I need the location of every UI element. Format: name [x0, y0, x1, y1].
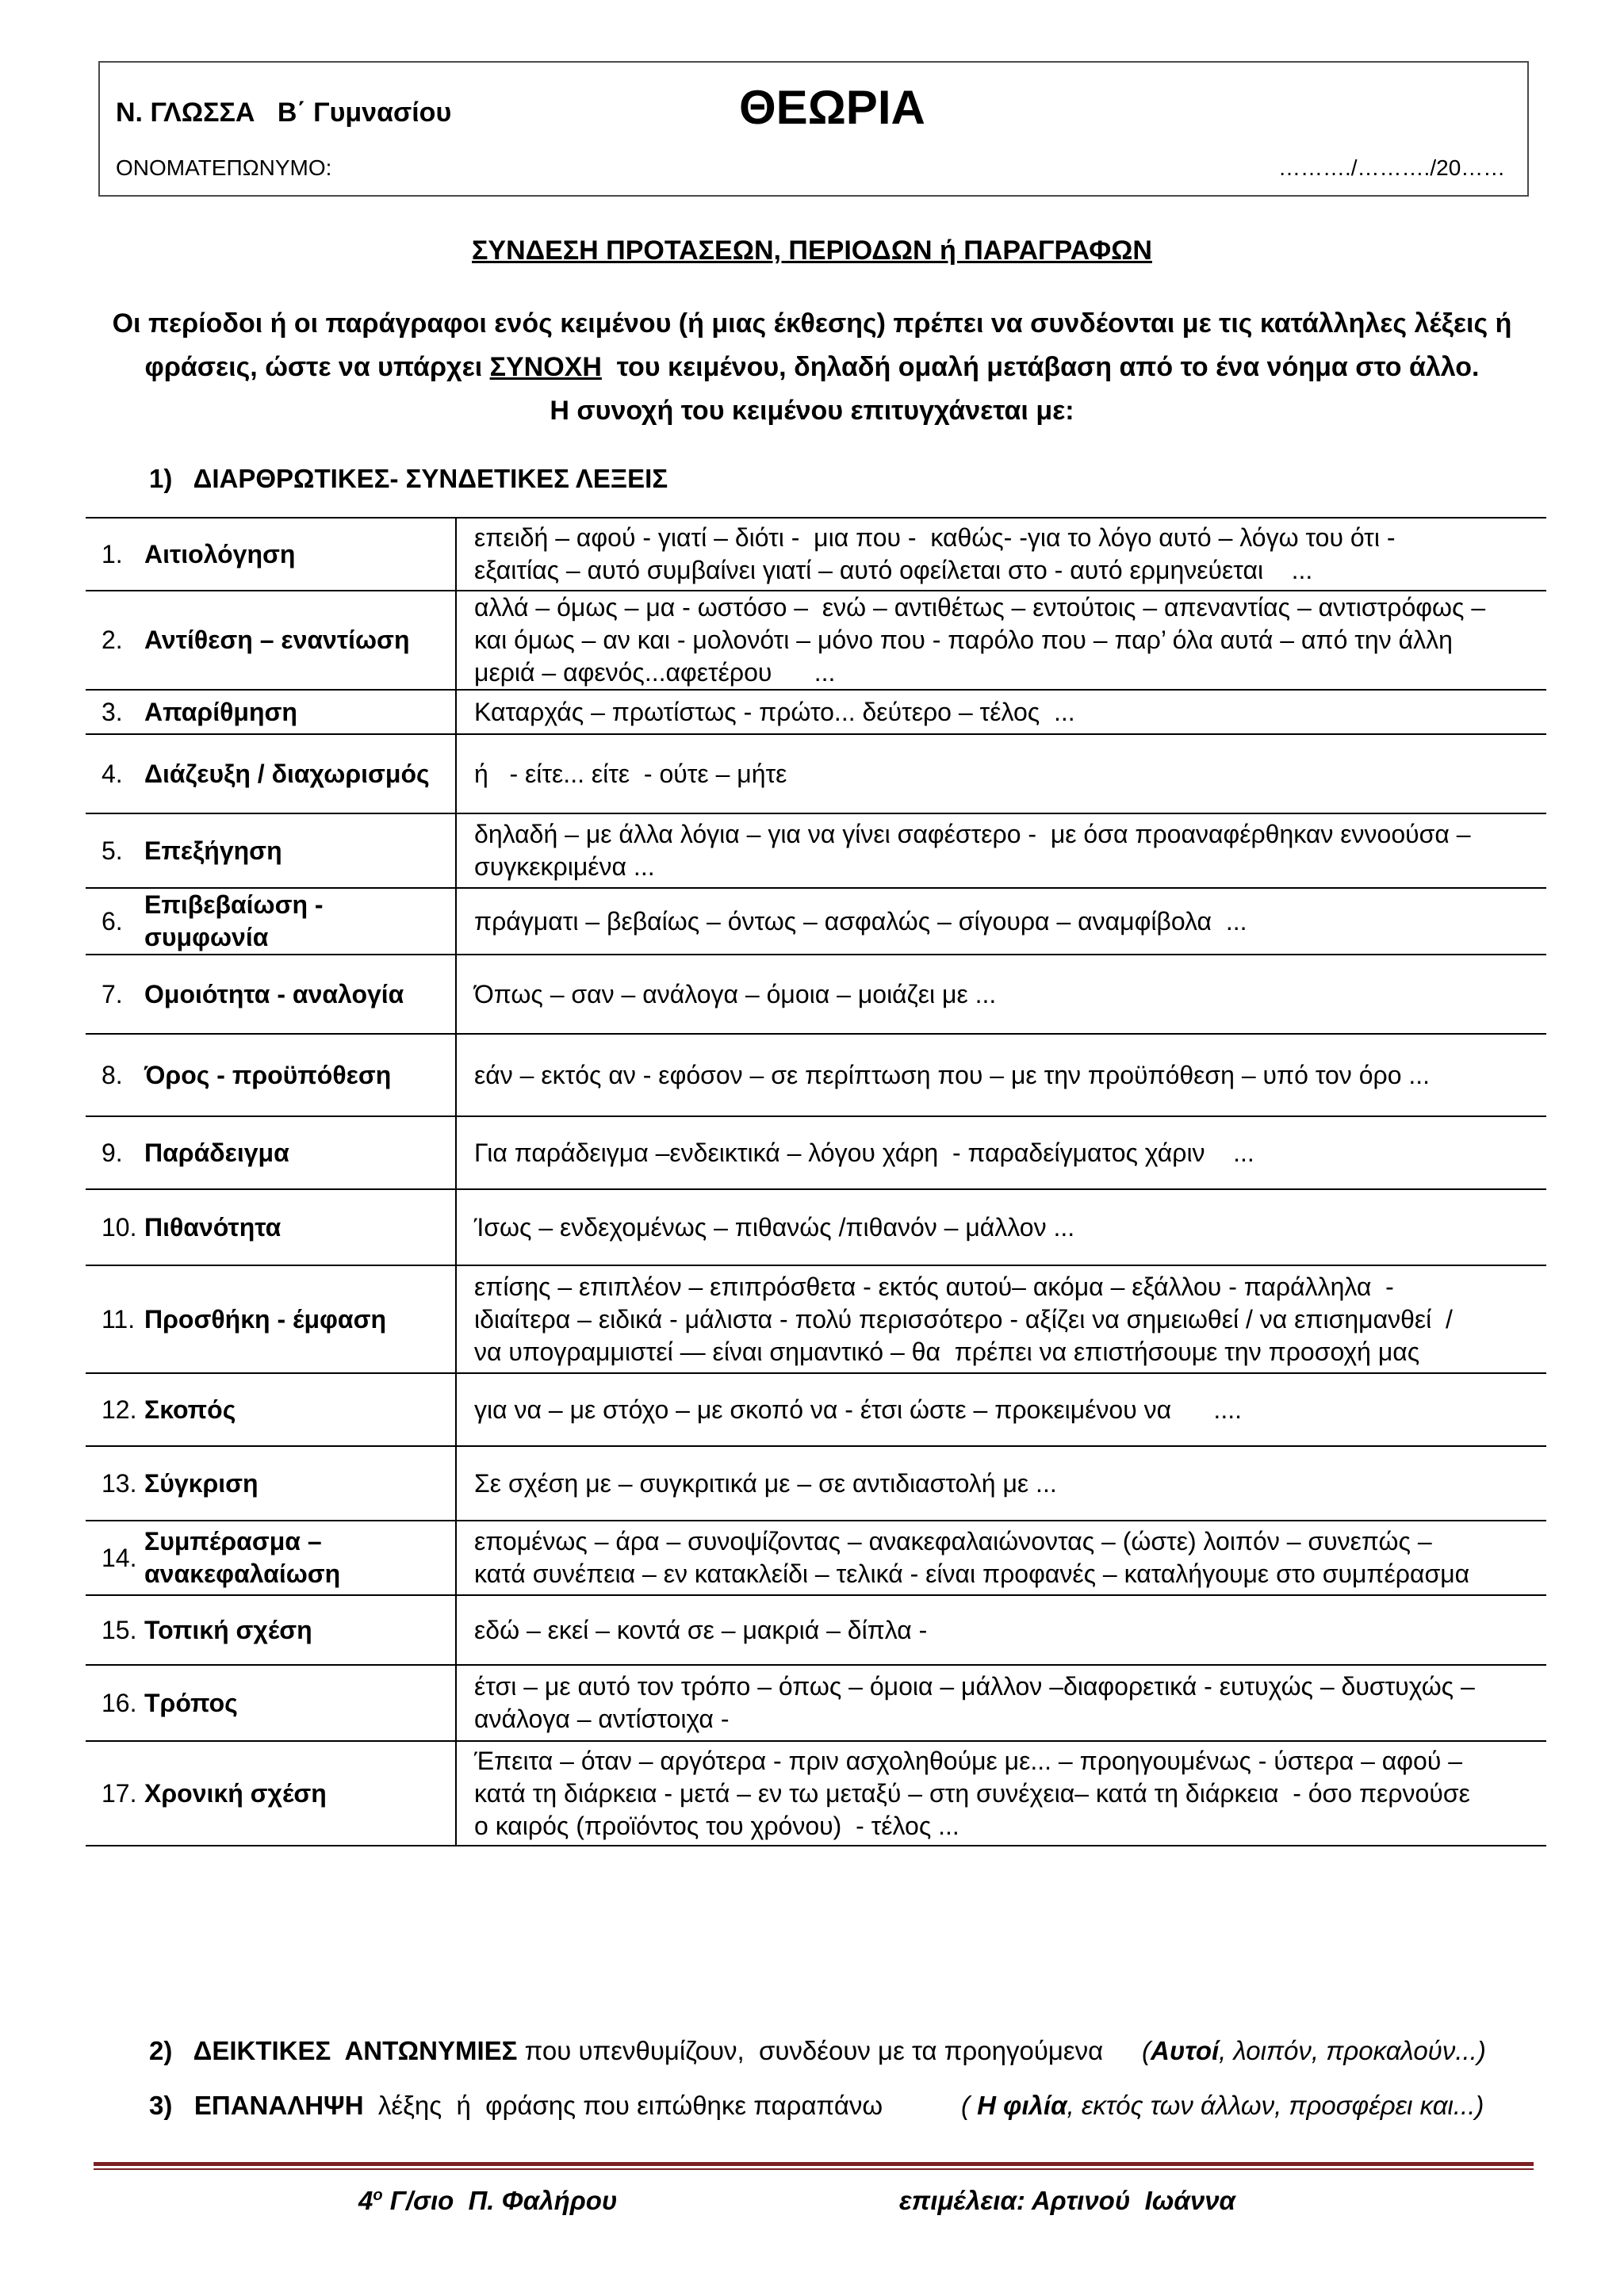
footer-school — [358, 2186, 617, 2216]
intro-line-3: Η συνοχή του κειμένου επιτυγχάνεται με: — [550, 396, 1074, 426]
category-name-line: Τοπική σχέση — [144, 1615, 312, 1644]
category-cell — [86, 1665, 456, 1741]
row-number: 11. — [102, 1304, 136, 1334]
category-cell — [86, 1034, 456, 1116]
category-name — [144, 1687, 238, 1720]
row-number: 10. — [102, 1212, 137, 1242]
category-cell — [86, 1741, 456, 1846]
category-label — [86, 1468, 455, 1500]
category-3-text: λέξης ή φράσης που ειπώθηκε παραπάνω — [363, 2091, 883, 2120]
category-label — [86, 538, 455, 571]
connectives-line: εάν – εκτός αν - εφόσον – σε περίπτωση που – με την προϋπόθεση – υπό τον όρο ... — [474, 1060, 1431, 1089]
category-label — [86, 1211, 455, 1244]
connectives-line: πράγματι – βεβαίως – όντως – ασφαλώς – σίγουρα – αναμφίβολα ... — [474, 906, 1247, 936]
category-name — [144, 758, 430, 790]
connectives-cell — [456, 1595, 1546, 1665]
category-label — [86, 696, 455, 729]
connectives-cell — [456, 734, 1546, 813]
category-label — [86, 1059, 455, 1092]
connectives-cell — [456, 518, 1546, 591]
connectives-cell — [456, 1665, 1546, 1741]
category-label — [86, 1303, 455, 1336]
category-cell — [86, 955, 456, 1034]
connectives-line: κατά συνέπεια – εν κατακλείδι – τελικά - είναι προφανές – καταλήγουμε στο συμπέρασμα — [474, 1559, 1470, 1588]
category-cell — [86, 1265, 456, 1373]
connectives-cell — [456, 1741, 1546, 1846]
category-cell — [86, 1446, 456, 1521]
connectives-line: επίσης – επιπλέον – επιπρόσθετα - εκτός αυτού– ακόμα – εξάλλου - παράλληλα - — [474, 1272, 1394, 1301]
category-label — [86, 758, 455, 790]
category-label — [86, 624, 455, 656]
row-number: 16. — [102, 1688, 137, 1717]
connectives-line: έτσι – με αυτό τον τρόπο – όπως – όμοια – μάλλον –διαφορετικά - ευτυχώς – δυστυχώς – — [474, 1672, 1475, 1701]
row-number: 5. — [102, 836, 123, 865]
category-cell — [86, 888, 456, 955]
category-name-line: Αντίθεση – εναντίωση — [144, 626, 410, 654]
connectives-line: Ίσως – ενδεχομένως – πιθανώς /πιθανόν – μάλλον ... — [474, 1212, 1075, 1242]
row-number: 12. — [102, 1395, 137, 1424]
connectives-line: επειδή – αφού - γιατί – διότι - μια που - καθώς- -για το λόγο αυτό – λόγω του ότι - — [474, 523, 1396, 552]
connectives-line: εξαιτίας – αυτό συμβαίνει γιατί – αυτό οφείλεται στο - αυτό ερμηνεύεται ... — [474, 556, 1313, 584]
category-name — [144, 835, 282, 867]
table-row — [86, 1034, 1546, 1116]
category-cell — [86, 690, 456, 734]
category-name — [144, 1525, 340, 1590]
connectives-cell — [456, 1446, 1546, 1521]
category-name — [144, 1394, 236, 1426]
table-row — [86, 1116, 1546, 1189]
category-2-text: που υπενθυμίζουν, συνδέουν με τα προηγούμενα — [517, 2036, 1104, 2065]
category-name — [144, 1211, 281, 1244]
category-name — [144, 1059, 391, 1092]
table-row — [86, 690, 1546, 734]
connectives-cell — [456, 1373, 1546, 1446]
connectives-line: ιδιαίτερα – ειδικά - μάλιστα - πολύ περισσότερο - αξίζει να σημειωθεί / να επισημανθεί / — [474, 1304, 1453, 1334]
table-row — [86, 955, 1546, 1034]
category-name — [144, 1614, 312, 1647]
intro-line-2 — [87, 346, 1537, 389]
connectives-line: αλλά – όμως – μα - ωστόσο – ενώ – αντιθέτως – εντούτοις – απεναντίας – αντιστρόφως – — [474, 593, 1486, 622]
category-cell — [86, 1595, 456, 1665]
connectives-line: Όπως – σαν – ανάλογα – όμοια – μοιάζει με ... — [474, 979, 997, 1008]
category-name-line: συμφωνία — [144, 923, 269, 951]
category-name — [144, 696, 297, 729]
connectives-line: μεριά – αφενός...αφετέρου ... — [474, 658, 836, 687]
category-name-line: Όρος - προϋπόθεση — [144, 1060, 392, 1089]
category-2-example-open: ( — [1142, 2036, 1151, 2065]
row-number: 4. — [102, 759, 123, 788]
category-name-line: Ομοιότητα - αναλογία — [144, 979, 404, 1008]
category-name-line: Επιβεβαίωση - — [144, 890, 324, 919]
category-label — [86, 1614, 455, 1647]
connectives-line: Έπειτα – όταν – αργότερα - πριν ασχοληθούμε με... – προηγουμένως - ύστερα – αφού – — [474, 1746, 1462, 1775]
category-name — [144, 889, 324, 954]
category-cell — [86, 813, 456, 888]
table-row — [86, 734, 1546, 813]
connectives-line: Σε σχέση με – συγκριτικά με – σε αντιδιαστολή με ... — [474, 1468, 1057, 1498]
category-cell — [86, 591, 456, 690]
category-2-number: 2) — [149, 2036, 193, 2065]
connectives-line: συγκεκριμένα ... — [474, 852, 655, 881]
connectives-line: Καταρχάς – πρωτίστως - πρώτο... δεύτερο – τέλος ... — [474, 697, 1075, 726]
table-row — [86, 518, 1546, 591]
table-row — [86, 813, 1546, 888]
table-row — [86, 1265, 1546, 1373]
category-name-line: Τρόπος — [144, 1688, 238, 1717]
category-name — [144, 624, 409, 656]
table-row — [86, 1189, 1546, 1265]
category-2-example-rest: , λοιπόν, προκαλούν...) — [1219, 2036, 1486, 2065]
connectives-line: και όμως – αν και - μολονότι – μόνο που - παρόλο που – παρ’ όλα αυτά – από την άλλη — [474, 626, 1453, 654]
connectives-line: ανάλογα – αντίστοιχα - — [474, 1705, 730, 1733]
connectives-cell — [456, 690, 1546, 734]
footer-school-name: Γ/σιο Π. Φαλήρου — [382, 2186, 618, 2215]
row-number: 1. — [102, 539, 123, 568]
section-title: ΣΥΝΔΕΣΗ ΠΡΟΤΑΣΕΩΝ, ΠΕΡΙΟΔΩΝ ή ΠΑΡΑΓΡΑΦΩΝ — [472, 235, 1152, 266]
table-row — [86, 1521, 1546, 1595]
category-3-number: 3) — [149, 2091, 194, 2120]
category-name — [144, 1468, 259, 1500]
category-label — [86, 1137, 455, 1169]
connectives-line: για να – με στόχο – με σκοπό να - έτσι ώστε – προκειμένου να .... — [474, 1395, 1242, 1424]
category-name-line: Προσθήκη - έμφαση — [144, 1304, 387, 1334]
category-cell — [86, 518, 456, 591]
category-2-example — [1142, 2036, 1486, 2066]
category-name-line: Απαρίθμηση — [144, 697, 297, 726]
intro-line-2-start: φράσεις, ώστε να υπάρχει — [144, 352, 490, 382]
category-2-line — [149, 2036, 1486, 2066]
category-label — [86, 1687, 455, 1720]
row-number: 6. — [102, 906, 123, 936]
intro-line-1: Οι περίοδοι ή οι παράγραφοι ενός κειμένου (ή μιας έκθεσης) πρέπει να συνδέονται με τις κατάλληλες λέξεις ή — [112, 308, 1512, 339]
intro-paragraph — [87, 302, 1537, 433]
row-number: 8. — [102, 1060, 123, 1089]
footer-rule — [94, 2162, 1534, 2166]
connectives-cell — [456, 888, 1546, 955]
connectives-line: επομένως – άρα – συνοψίζοντας – ανακεφαλαιώνοντας – (ώστε) λοιπόν – συνεπώς – — [474, 1527, 1432, 1556]
row-number: 15. — [102, 1615, 137, 1644]
connectives-cell — [456, 1189, 1546, 1265]
category-name — [144, 538, 295, 571]
connectives-cell — [456, 1034, 1546, 1116]
category-name-line: Διάζευξη / διαχωρισμός — [144, 759, 430, 788]
category-cell — [86, 734, 456, 813]
category-cell — [86, 1116, 456, 1189]
category-name-line: Χρονική σχέση — [144, 1778, 327, 1808]
category-name — [144, 1303, 386, 1336]
category-name-line: Συμπέρασμα – — [144, 1527, 322, 1556]
category-label — [86, 835, 455, 867]
category-name-line: Παράδειγμα — [144, 1138, 289, 1167]
category-label — [86, 889, 455, 954]
category-3-line — [149, 2091, 1484, 2121]
table-row — [86, 1741, 1546, 1846]
connectives-cell — [456, 955, 1546, 1034]
connectives-cell — [456, 813, 1546, 888]
category-2-title: ΔΕΙΚΤΙΚΕΣ ΑΝΤΩΝΥΜΙΕΣ — [193, 2036, 518, 2065]
category-name-line: Επεξήγηση — [144, 836, 282, 865]
row-number: 3. — [102, 697, 123, 726]
connectives-table-body — [86, 518, 1546, 1846]
table-row — [86, 888, 1546, 955]
table-row — [86, 591, 1546, 690]
connectives-line: ο καιρός (προϊόντος του χρόνου) - τέλος ... — [474, 1811, 959, 1840]
intro-keyword: ΣΥΝΟΧΗ — [489, 352, 602, 382]
category-name-line: Σύγκριση — [144, 1468, 259, 1498]
date-field: ………./………./20…… — [1278, 155, 1506, 180]
category-name-line: Αιτιολόγηση — [144, 539, 296, 568]
intro-line-2-end: του κειμένου, δηλαδή ομαλή μετάβαση από το ένα νόημα στο άλλο. — [601, 352, 1480, 382]
footer-rule-thin — [94, 2168, 1534, 2170]
table-row — [86, 1665, 1546, 1741]
category-cell — [86, 1189, 456, 1265]
category-name — [144, 1777, 327, 1810]
connectives-line: εδώ – εκεί – κοντά σε – μακριά – δίπλα - — [474, 1615, 928, 1644]
table-row — [86, 1446, 1546, 1521]
student-name-label: ΟΝΟΜΑΤΕΠΩΝΥΜΟ: — [116, 155, 332, 180]
connectives-table — [86, 517, 1546, 1846]
table-row — [86, 1595, 1546, 1665]
connectives-line: Για παράδειγμα –ενδεικτικά – λόγου χάρη - παραδείγματος χάριν ... — [474, 1138, 1254, 1167]
category-3-example-open: ( — [961, 2091, 978, 2120]
category-name-line: Σκοπός — [144, 1395, 236, 1424]
category-3-example — [961, 2091, 1484, 2121]
category-cell — [86, 1521, 456, 1595]
document-title: ΘΕΩΡΙΑ — [739, 81, 925, 134]
category-label — [86, 1394, 455, 1426]
connectives-line: να υπογραμμιστεί — είναι σημαντικό – θα πρέπει να επιστήσουμε την προσοχή μας — [474, 1337, 1420, 1366]
connectives-line: δηλαδή – με άλλα λόγια – για να γίνει σαφέστερο - με όσα προαναφέρθηκαν εννοούσα – — [474, 820, 1471, 848]
connectives-line: κατά τη διάρκεια - μετά – εν τω μεταξύ – στη συνέχεια– κατά τη διάρκεια - όσο περνούσε — [474, 1778, 1470, 1808]
subject-label: Ν. ΓΛΩΣΣΑ Β΄ Γυμνασίου — [116, 98, 452, 128]
category-label — [86, 1777, 455, 1810]
category-name — [144, 1137, 289, 1169]
row-number: 7. — [102, 979, 123, 1008]
connectives-cell — [456, 1265, 1546, 1373]
category-3-example-bold: Η φιλία — [977, 2091, 1067, 2120]
category-label — [86, 1525, 455, 1590]
row-number: 14. — [102, 1543, 137, 1572]
connectives-cell — [456, 1521, 1546, 1595]
row-number: 13. — [102, 1468, 137, 1498]
category-2-example-bold: Αυτοί — [1151, 2036, 1220, 2065]
row-number: 17. — [102, 1778, 137, 1808]
footer-school-superscript: ο — [373, 2187, 383, 2204]
connectives-line: ή - είτε... είτε - ούτε – μήτε — [474, 759, 787, 788]
category-1-heading: 1) ΔΙΑΡΘΡΩΤΙΚΕΣ- ΣΥΝΔΕΤΙΚΕΣ ΛΕΞΕΙΣ — [149, 464, 668, 493]
table-row — [86, 1373, 1546, 1446]
category-label — [86, 978, 455, 1011]
footer-school-number: 4 — [358, 2186, 373, 2215]
category-name-line: Πιθανότητα — [144, 1212, 282, 1242]
footer-editor: επιμέλεια: Αρτινού Ιωάννα — [899, 2186, 1236, 2215]
row-number: 2. — [102, 626, 123, 654]
category-cell — [86, 1373, 456, 1446]
category-name-line: ανακεφαλαίωση — [144, 1559, 341, 1588]
category-3-title: ΕΠΑΝΑΛΗΨΗ — [193, 2091, 364, 2120]
category-3-example-rest: , εκτός των άλλων, προσφέρει και...) — [1067, 2091, 1484, 2120]
category-name — [144, 978, 404, 1011]
connectives-cell — [456, 1116, 1546, 1189]
connectives-cell — [456, 591, 1546, 690]
row-number: 9. — [102, 1138, 123, 1167]
